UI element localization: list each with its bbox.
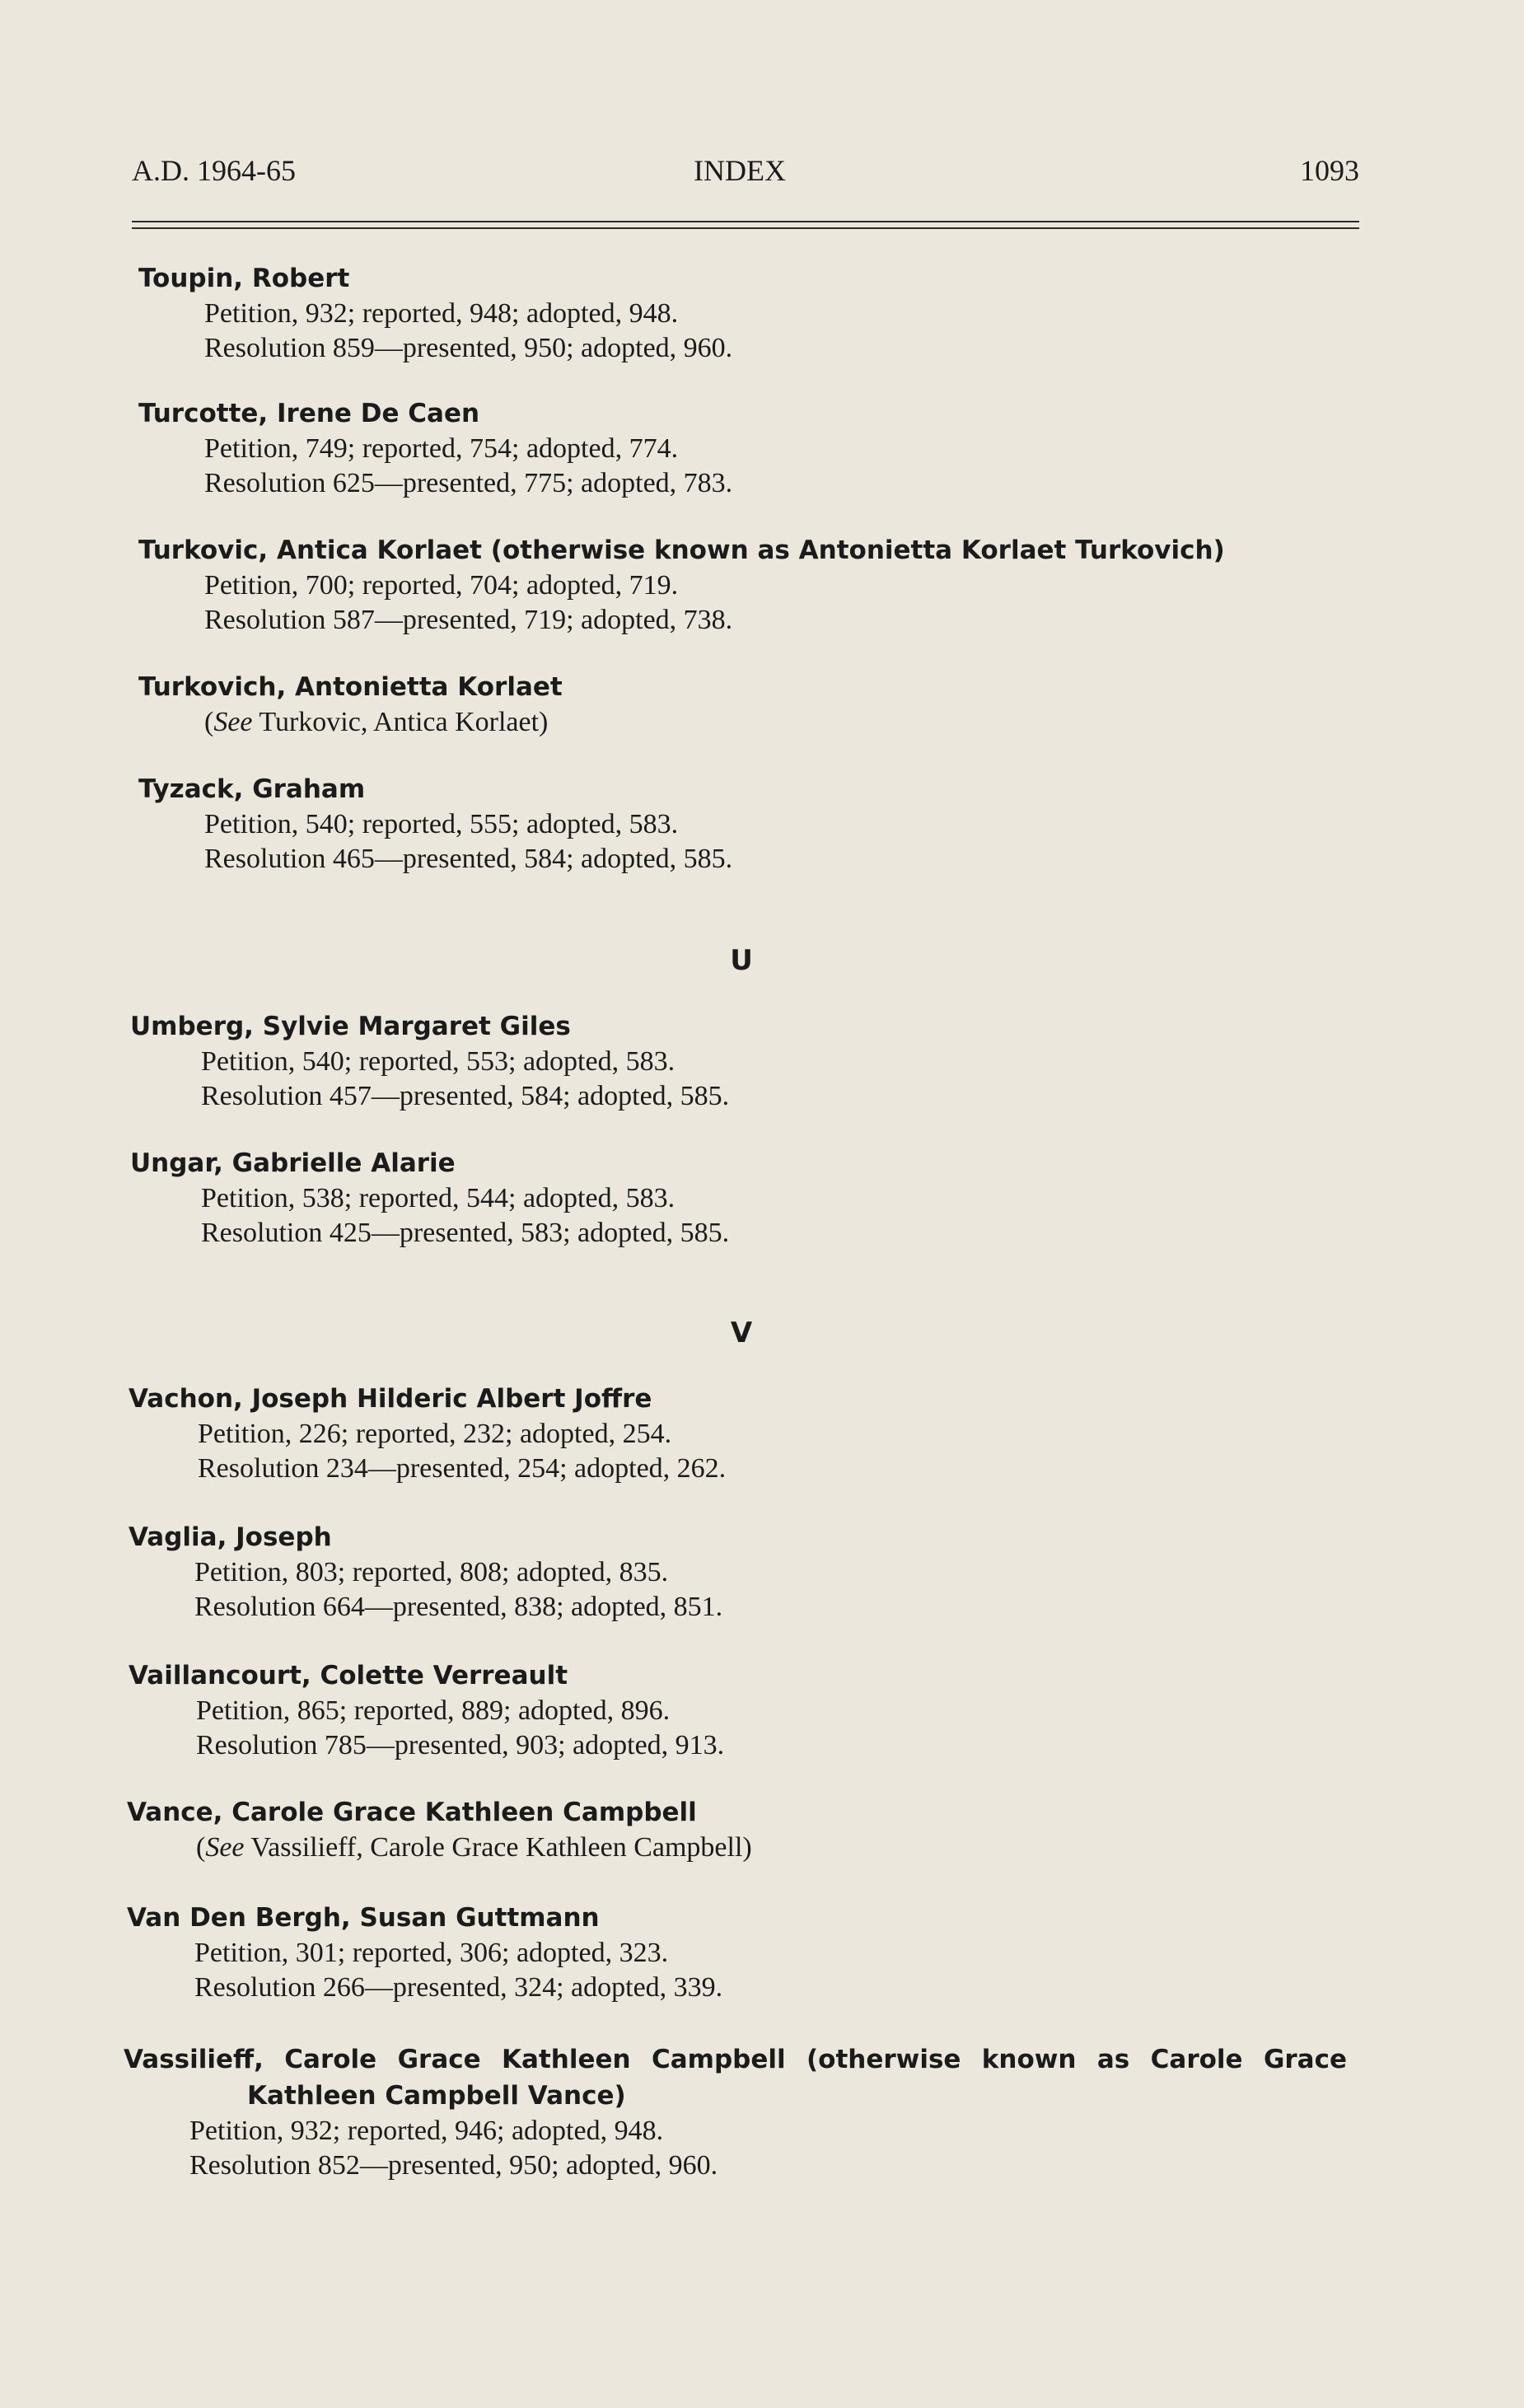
entry-resolution: Resolution 859—presented, 950; adopted, 960. <box>204 333 733 363</box>
index-entry <box>0 260 1524 366</box>
header-years: A.D. 1964-65 <box>132 154 296 187</box>
index-entry <box>0 1658 1524 1763</box>
entry-petition: Petition, 932; reported, 948; adopted, 948. <box>204 298 679 329</box>
entry-name: Turkovic, Antica Korlaet (otherwise known as Antonietta Korlaet Turkovich) <box>138 535 1225 565</box>
header-rule-top <box>132 221 1359 222</box>
entry-name: Turcotte, Irene De Caen <box>138 399 480 428</box>
entry-petition: Petition, 700; reported, 704; adopted, 719. <box>204 570 679 601</box>
entry-petition: Petition, 540; reported, 553; adopted, 583. <box>201 1046 676 1077</box>
entry-resolution: Resolution 457—presented, 584; adopted, 585. <box>201 1081 730 1111</box>
page-header <box>132 153 1359 203</box>
entry-resolution: Resolution 465—presented, 584; adopted, 585. <box>204 844 733 874</box>
section-letter-v: V <box>730 1316 753 1349</box>
index-entry <box>0 669 1524 740</box>
entry-petition: Petition, 932; reported, 946; adopted, 948. <box>189 2116 664 2146</box>
entry-name: Vance, Carole Grace Kathleen Campbell <box>127 1798 697 1827</box>
index-entry <box>0 1519 1524 1625</box>
index-entry <box>0 395 1524 501</box>
entry-name: Vaillancourt, Colette Verreault <box>129 1661 568 1690</box>
entry-resolution: Resolution 587—presented, 719; adopted, 738. <box>204 605 733 635</box>
entry-name: Vaglia, Joseph <box>129 1522 332 1552</box>
entry-resolution: Resolution 785—presented, 903; adopted, 913. <box>196 1730 725 1760</box>
index-entry <box>0 2041 1524 2183</box>
section-letter-u: U <box>730 944 753 977</box>
entry-petition: Petition, 749; reported, 754; adopted, 774. <box>204 433 679 464</box>
index-entry <box>0 1794 1524 1865</box>
entry-cross-reference: (See Turkovic, Antica Korlaet) <box>204 707 549 737</box>
entry-resolution: Resolution 664—presented, 838; adopted, 851. <box>194 1592 723 1622</box>
entry-name-continued: Kathleen Campbell Vance) <box>247 2081 626 2111</box>
index-entry <box>0 532 1524 638</box>
header-rule-bottom <box>132 227 1359 229</box>
entry-petition: Petition, 540; reported, 555; adopted, 583. <box>204 809 679 839</box>
entry-name: Ungar, Gabrielle Alarie <box>130 1148 456 1178</box>
entry-name: Vassilieff, Carole Grace Kathleen Campbell (otherwise known as Carole Grace <box>124 2045 1347 2074</box>
entry-cross-reference: (See Vassilieff, Carole Grace Kathleen Campbell) <box>196 1832 752 1863</box>
index-entry <box>0 1008 1524 1114</box>
entry-name: Turkovich, Antonietta Korlaet <box>138 672 563 702</box>
entry-petition: Petition, 226; reported, 232; adopted, 254. <box>198 1419 672 1449</box>
index-entry <box>0 771 1524 877</box>
entry-name: Tyzack, Graham <box>138 774 366 804</box>
entry-resolution: Resolution 625—presented, 775; adopted, 783. <box>204 468 733 498</box>
entry-resolution: Resolution 234—presented, 254; adopted, 262. <box>198 1453 727 1484</box>
entry-name: Toupin, Robert <box>138 264 350 293</box>
entry-name: Umberg, Sylvie Margaret Giles <box>130 1012 571 1041</box>
entry-petition: Petition, 538; reported, 544; adopted, 583. <box>201 1183 676 1213</box>
entry-resolution: Resolution 425—presented, 583; adopted, 585. <box>201 1218 730 1248</box>
entry-name: Vachon, Joseph Hilderic Albert Joffre <box>129 1384 652 1414</box>
entry-resolution: Resolution 852—presented, 950; adopted, 960. <box>189 2150 718 2181</box>
index-entry <box>0 1900 1524 2005</box>
header-title: INDEX <box>694 154 786 187</box>
entry-name: Van Den Bergh, Susan Guttmann <box>127 1903 600 1933</box>
entry-petition: Petition, 865; reported, 889; adopted, 896. <box>196 1695 671 1726</box>
index-entry <box>0 1145 1524 1251</box>
entry-resolution: Resolution 266—presented, 324; adopted, 339. <box>194 1972 723 2003</box>
index-entry <box>0 1381 1524 1486</box>
entry-petition: Petition, 301; reported, 306; adopted, 323. <box>194 1938 669 1968</box>
page-number: 1093 <box>1300 154 1359 187</box>
entry-petition: Petition, 803; reported, 808; adopted, 835. <box>194 1557 669 1587</box>
